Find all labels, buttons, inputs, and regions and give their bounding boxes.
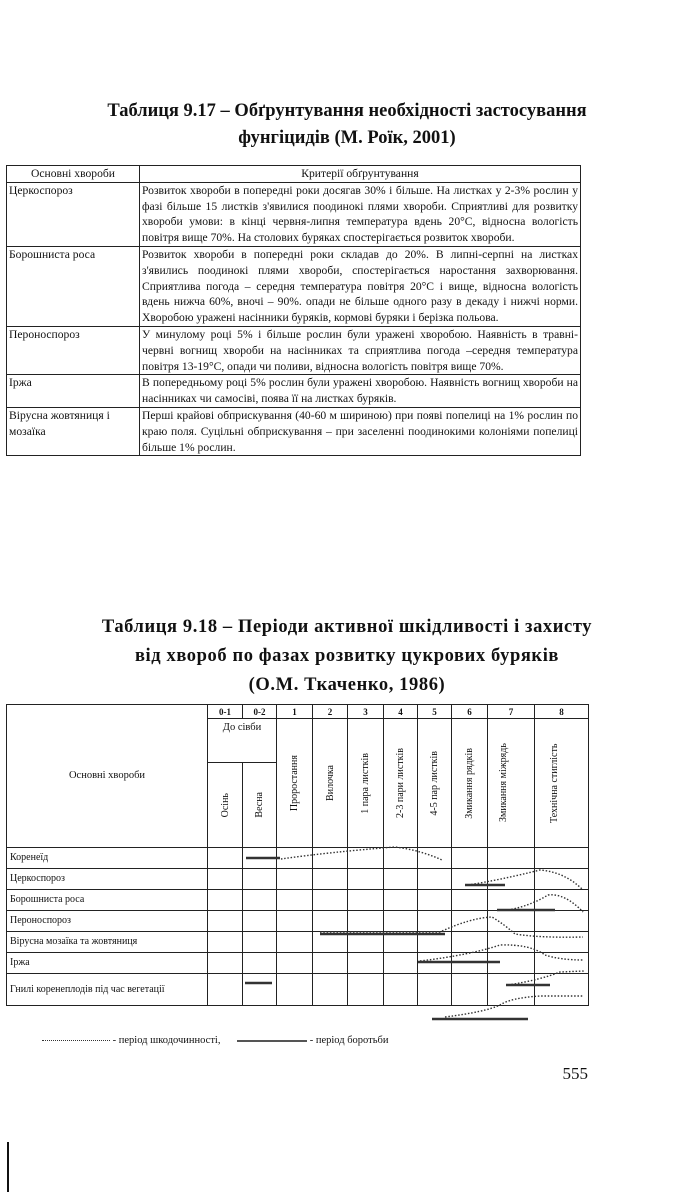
table1-title-line1: Таблиця 9.17 – Обґрунтування необхідності застосування xyxy=(107,101,587,121)
table-row xyxy=(7,182,581,246)
criteria-cell: В попередньому році 5% рослин були уражені хворобою. Наявність вогнищ хвороби на насінниках чи самосіві, поява її на листках буряків. xyxy=(140,375,581,408)
criteria-cell: Розвиток хвороби в попередні роки досягав 30% і більше. На листках у 2-3% рослин у фазі більше 15 листків з'явилися поодинокі плями хвороби. Сприятливі для розвитку хвороби умови: в кінці червня-липня температура вдень 20°С, відносна вологість повітря вище 70%. На столових буряках спостерігається розвиток хвороби. xyxy=(140,182,581,246)
phase-cell xyxy=(208,763,243,848)
pre-sowing-label: До сівби xyxy=(208,719,277,763)
harm-period-label: - період шкодочинності, xyxy=(112,1035,221,1047)
phase-cell xyxy=(488,719,535,848)
disease-row xyxy=(7,869,589,890)
disease-label: Пероноспороз xyxy=(7,911,208,932)
table1-title-line2: фунгіцидів (М. Роїк, 2001) xyxy=(238,128,456,148)
phase-number: 7 xyxy=(488,705,535,719)
margin-line xyxy=(7,1142,9,1192)
phase-cell xyxy=(535,719,589,848)
criteria-cell: У минулому році 5% і більше рослин були уражені хворобою. Наявність в травні-червні вогнищ хвороби на насінниках та сприятлива погода –середня температура повітря 13-19°С, опади чи поливи, відносна вологість повітря вище 70%. xyxy=(140,326,581,374)
header-criteria: Критерії обґрунтування xyxy=(140,166,581,183)
header-diseases: Основні хвороби xyxy=(7,166,140,183)
table-row xyxy=(7,407,581,455)
phase-label: Вилочка xyxy=(324,765,336,801)
table2-title xyxy=(0,613,694,700)
table-header-row xyxy=(7,166,581,183)
disease-row xyxy=(7,890,589,911)
disease-cell: Вірусна жовтяниця і мозаїка xyxy=(7,407,140,455)
table2-title-line2: від хвороб по фазах розвитку цукрових буряків xyxy=(134,646,560,666)
table1-title xyxy=(0,98,694,152)
table-row xyxy=(7,326,581,374)
disease-row xyxy=(7,932,589,953)
disease-row xyxy=(7,953,589,974)
disease-label: Іржа xyxy=(7,953,208,974)
phase-cell xyxy=(384,719,418,848)
phase-cell xyxy=(277,719,313,848)
table-row xyxy=(7,246,581,326)
disease-cell: Іржа xyxy=(7,375,140,408)
phase-label: Проростання xyxy=(289,754,300,812)
disease-label: Гнилі коренеплодів під час вегетації xyxy=(7,974,208,1006)
control-period-label: - період боротьби xyxy=(309,1035,389,1047)
disease-cell: Церкоспороз xyxy=(7,182,140,246)
corner-label: Основні хвороби xyxy=(68,770,146,781)
phase-cell xyxy=(313,719,348,848)
phase-number: 5 xyxy=(418,705,452,719)
phase-label: Осінь xyxy=(219,792,231,818)
phase-label: Змикання міжрядь xyxy=(498,743,509,823)
phase-number: 6 xyxy=(452,705,488,719)
phases-table xyxy=(6,704,589,1006)
legend xyxy=(42,1035,389,1046)
phase-label: 2-3 пари листків xyxy=(395,748,406,818)
table-row xyxy=(7,375,581,408)
criteria-cell: Розвиток хвороби в попередні роки складав до 20%. В липні-серпні на листках з'явились поодинокі плями хвороби, спостерігається наростання захворювання. Сприятлива погода – середня температура повітря 20°С і вище, відносна вологість вдень нижча 60%, вночі – 90%. опади не більше одного разу в декаду і нижчі норми. Хворобою уражені насінники буряків, кормові буряки і берізка польова. xyxy=(140,246,581,326)
criteria-cell: Перші крайові обприскування (40-60 м шириною) при появі попелиці на 1% рослин по краю поля. Суцільні обприскування – при заселенні поодинокими колоніями попелиці більше 1% рослин. xyxy=(140,407,581,455)
disease-row xyxy=(7,848,589,869)
disease-label: Коренеїд xyxy=(7,848,208,869)
disease-label: Борошниста роса xyxy=(7,890,208,911)
phase-label: Весна xyxy=(254,792,265,818)
phase-label: Технічна стиглість xyxy=(548,743,560,823)
phase-cell xyxy=(348,719,384,848)
page-number: 555 xyxy=(562,1064,588,1083)
control-period-swatch xyxy=(237,1040,307,1042)
disease-row xyxy=(7,974,589,1006)
phase-number: 0-2 xyxy=(243,705,277,719)
criteria-table xyxy=(6,165,581,456)
phase-label: 4-5 пар листків xyxy=(429,750,440,816)
corner-label-cell xyxy=(7,705,208,848)
phase-number: 3 xyxy=(348,705,384,719)
disease-cell: Борошниста роса xyxy=(7,246,140,326)
table2-title-line3: (О.М. Ткаченко, 1986) xyxy=(248,675,446,695)
phase-number: 2 xyxy=(313,705,348,719)
phase-number: 1 xyxy=(277,705,313,719)
phase-cell xyxy=(452,719,488,848)
phase-cell xyxy=(243,763,277,848)
phase-number: 4 xyxy=(384,705,418,719)
phase-number: 8 xyxy=(535,705,589,719)
phase-number: 0-1 xyxy=(208,705,243,719)
phase-cell xyxy=(418,719,452,848)
harm-period-swatch xyxy=(42,1040,110,1041)
phase-label: Змикання рядків xyxy=(464,747,475,819)
table2-title-line1: Таблиця 9.18 – Періоди активної шкідливості і захисту xyxy=(101,617,593,637)
disease-cell: Пероноспороз xyxy=(7,326,140,374)
disease-row xyxy=(7,911,589,932)
disease-label: Церкоспороз xyxy=(7,869,208,890)
disease-label: Вірусна мозаїка та жовтяниця xyxy=(7,932,208,953)
phase-label: 1 пара листків xyxy=(360,752,371,814)
